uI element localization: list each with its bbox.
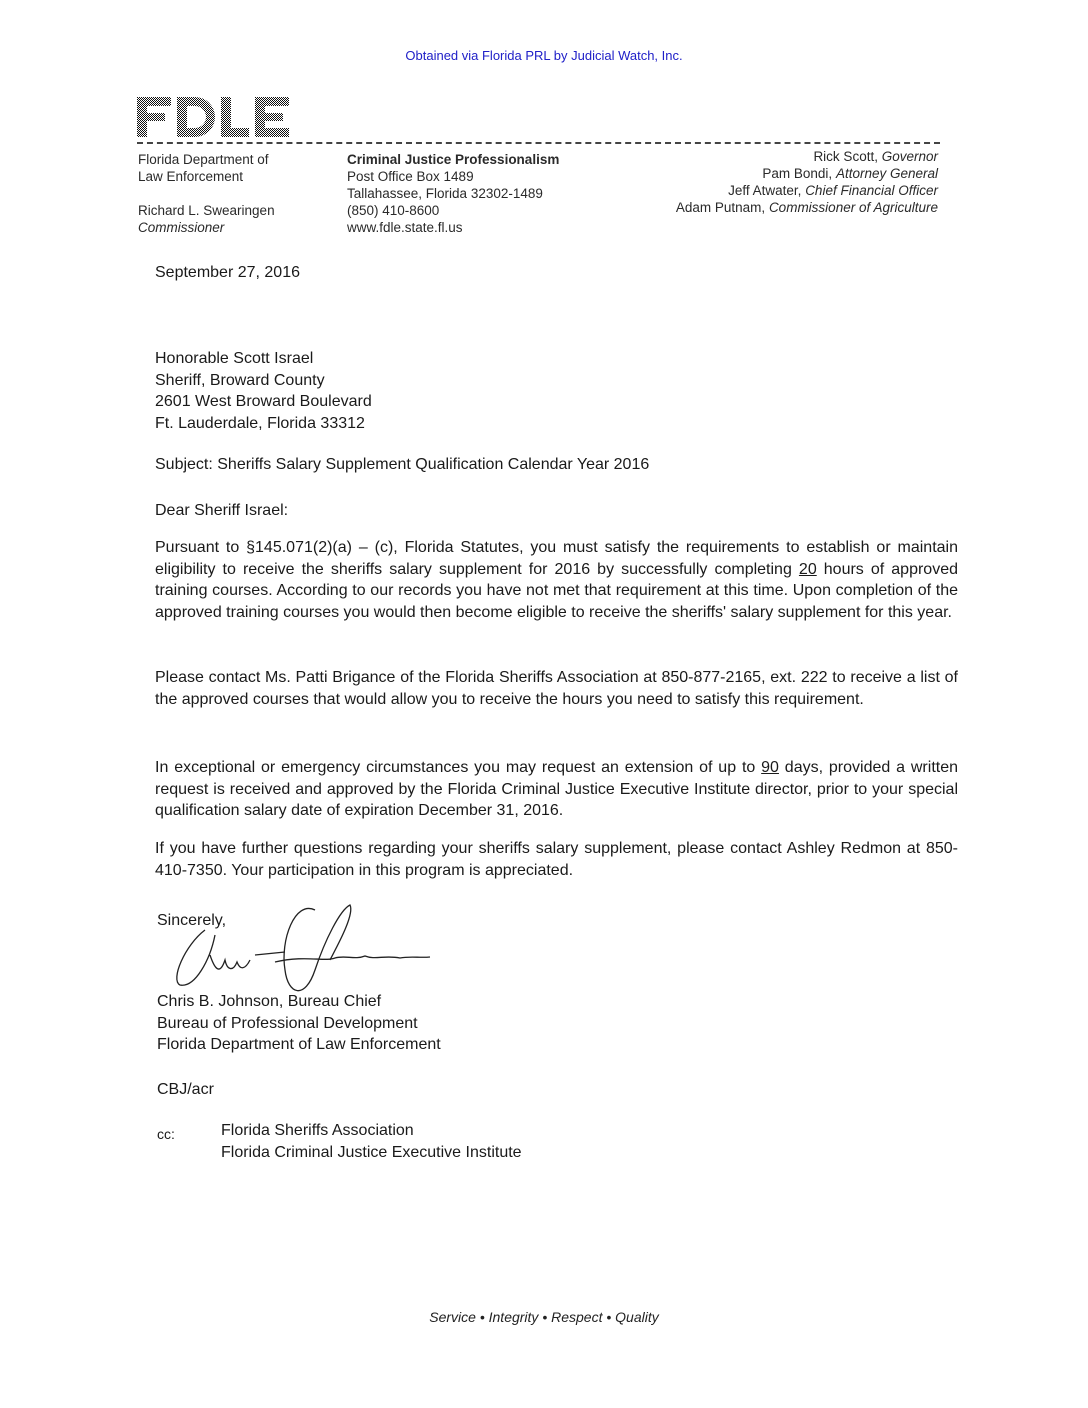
official-line: Pam Bondi, Attorney General <box>762 166 938 181</box>
cc-recipient: Florida Sheriffs Association <box>221 1122 414 1139</box>
website-link: www.fdle.state.fl.us <box>347 220 463 235</box>
official-line: Rick Scott, Governor <box>813 149 938 164</box>
po-box: Post Office Box 1489 <box>347 169 474 184</box>
agency-line: Law Enforcement <box>138 169 244 184</box>
paragraph-contact: Please contact Ms. Patti Brigance of the Florida Sheriffs Association at 850-877-2165, ext. 222 to receive a list of the approved courses that would allow you to receive the hours you need to satisfy this requirement. <box>155 669 958 708</box>
signer-bureau: Bureau of Professional Development <box>157 1014 418 1032</box>
phone: (850) 410-8600 <box>347 203 440 218</box>
reference-initials: CBJ/acr <box>157 1081 214 1098</box>
address-line: 2601 West Broward Boulevard <box>155 393 372 410</box>
paragraph-questions: If you have further questions regarding your sheriffs salary supplement, please contact Ashley Redmon at 850-410-7350. Your participation in this program is appreciated. <box>155 840 958 879</box>
address-line: Sheriff, Broward County <box>155 371 325 389</box>
letterhead-divider <box>137 142 940 144</box>
extension-days: 90 <box>761 759 779 776</box>
paragraph-requirements: Pursuant to §145.071(2)(a) – (c), Florida Statutes, you must satisfy the requirements to establish or maintain eligibility to receive the sheriffs salary supplement for 2016 by successfully completing 20 hours of approved training courses. According to our records you have not met that requirement at this time. Upon completion of the approved training courses you would then become eligible to receive the sheriffs' salary supplement for this year. <box>155 539 959 621</box>
signature-icon <box>165 900 435 1000</box>
official-line: Adam Putnam, Commissioner of Agriculture <box>675 200 938 215</box>
required-hours: 20 <box>798 560 817 578</box>
letterhead-officials <box>676 148 938 216</box>
closing: Sincerely, <box>157 912 227 929</box>
letterhead-contact <box>347 151 559 236</box>
official-line: Jeff Atwater, Chief Financial Officer <box>728 183 938 198</box>
address-line: Honorable Scott Israel <box>155 350 314 367</box>
fdle-logo-icon <box>137 95 293 139</box>
paragraph-extension: In exceptional or emergency circumstances you may request an extension of up to 90 days, provided a written request is received and approved by the Florida Criminal Justice Executive Institute director, prior to your special qualification salary date of expiration December 31, 2016. <box>155 759 958 819</box>
subject-line: Subject: Sheriffs Salary Supplement Qualification Calendar Year 2016 <box>155 456 650 473</box>
footer-motto: Service • Integrity • Respect • Quality <box>429 1309 659 1325</box>
commissioner-name: Richard L. Swearingen <box>138 203 275 218</box>
signer-agency: Florida Department of Law Enforcement <box>157 1036 441 1053</box>
watermark-text: Obtained via Florida PRL by Judicial Watch, Inc. <box>405 48 683 63</box>
letter-date: September 27, 2016 <box>155 264 300 281</box>
commissioner-title: Commissioner <box>138 220 225 235</box>
cc-list <box>221 1120 522 1163</box>
signer-name: Chris B. Johnson, Bureau Chief <box>157 993 382 1010</box>
address-line: Ft. Lauderdale, Florida 33312 <box>155 414 365 432</box>
letterhead-agency <box>138 151 275 236</box>
signature-block <box>157 991 441 1056</box>
agency-line: Florida Department of <box>138 152 269 167</box>
salutation: Dear Sheriff Israel: <box>155 502 289 519</box>
cc-recipient: Florida Criminal Justice Executive Institute <box>221 1143 522 1161</box>
division-name: Criminal Justice Professionalism <box>347 152 560 167</box>
recipient-address <box>155 348 372 434</box>
cc-label: cc: <box>157 1126 175 1142</box>
city-line: Tallahassee, Florida 32302-1489 <box>347 186 543 201</box>
